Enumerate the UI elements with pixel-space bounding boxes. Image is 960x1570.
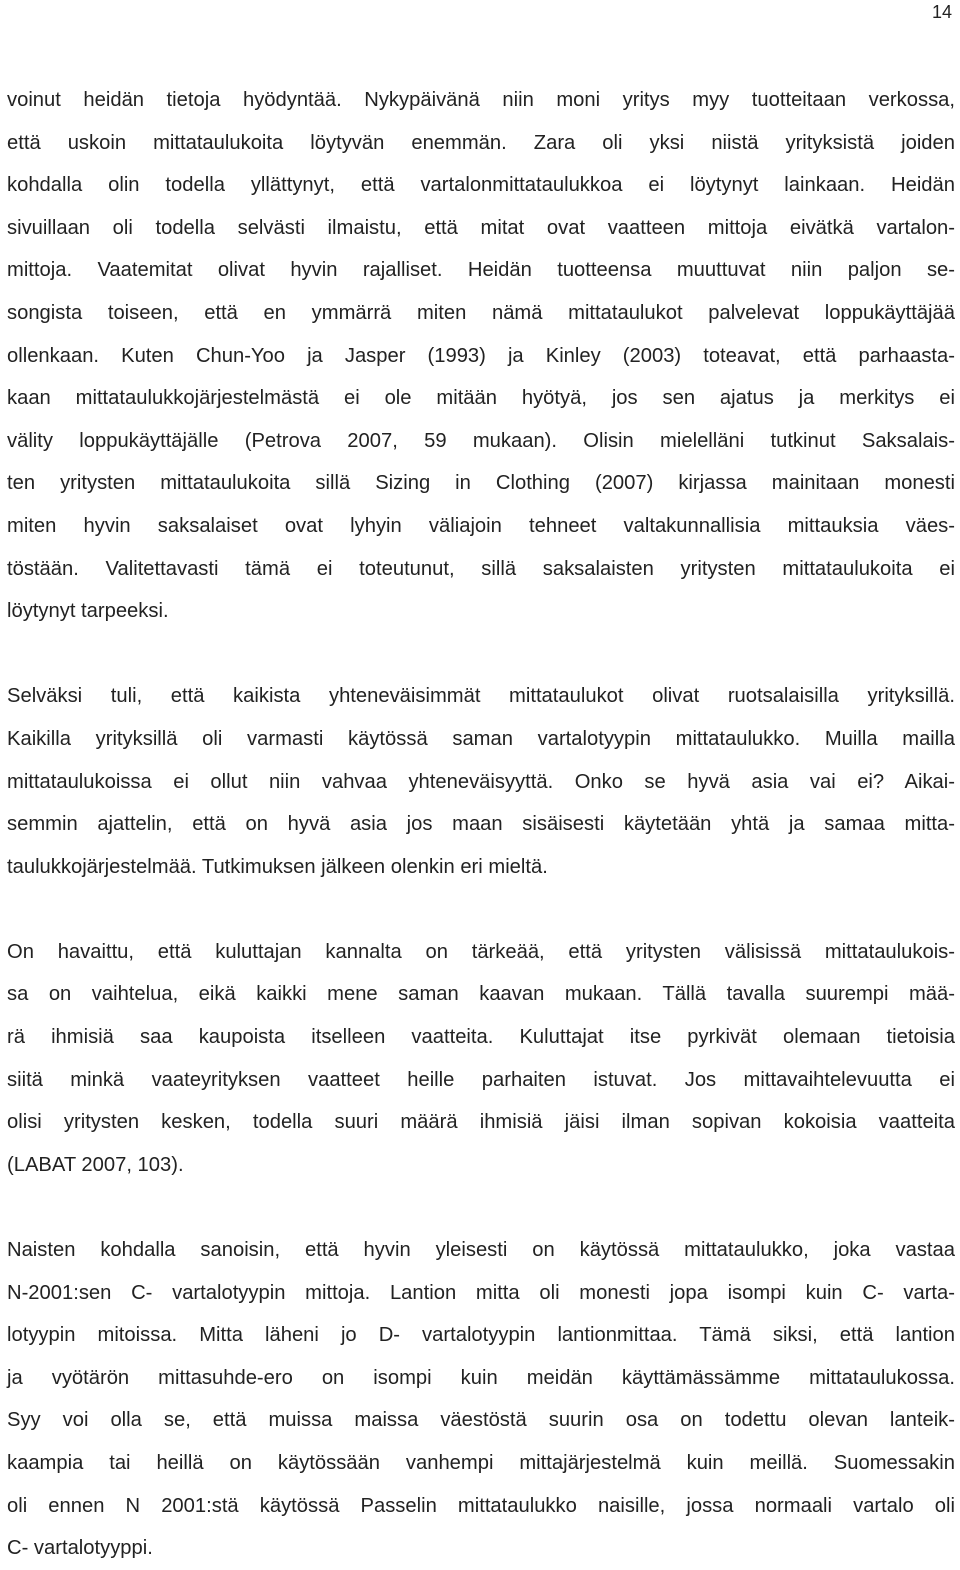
text-line: kohdalla olin todella yllättynyt, että vartalonmittataulukkoa ei löytynyt lainkaan. Heidän: [7, 174, 955, 197]
text-line: taulukkojärjestelmää. Tutkimuksen jälkeen olenkin eri mieltä.: [7, 855, 548, 878]
text-line: voinut heidän tietoja hyödyntää. Nykypäivänä niin moni yritys myy tuotteitaan verkossa,: [7, 89, 955, 111]
text-line: On havaittu, että kuluttajan kannalta on tärkeää, että yritysten välisissä mittataulukois-: [7, 940, 955, 963]
paragraph-gap: [7, 888, 955, 931]
document-body: [7, 79, 955, 1570]
text-line: C- vartalotyyppi.: [7, 1537, 153, 1560]
paragraph: [7, 931, 955, 1187]
text-line: kaampia tai heillä on käytössään vanhempi mittajärjestelmä kuin meillä. Suomessakin: [7, 1452, 955, 1474]
text-line: olisi yritysten kesken, todella suuri määrä ihmisiä jäisi ilman sopivan kokoisia vaatteita: [7, 1111, 955, 1134]
text-line: Kaikilla yrityksillä oli varmasti käytössä saman vartalotyypin mittataulukko. Muilla mailla: [7, 727, 955, 750]
text-line: miten hyvin saksalaiset ovat lyhyin väliajoin tehneet valtakunnallisia mittauksia väes-: [7, 514, 955, 537]
text-line: semmin ajattelin, että on hyvä asia jos maan sisäisesti käytetään yhtä ja samaa mitta-: [7, 813, 955, 836]
paragraph-gap: [7, 1186, 955, 1229]
text-line: Selväksi tuli, että kaikista yhteneväisimmät mittataulukot olivat ruotsalaisilla yrityksillä.: [7, 685, 955, 708]
text-line: oli ennen N 2001:stä käytössä Passelin mittataulukko naisille, jossa normaali vartalo oli: [7, 1494, 955, 1517]
text-line: N-2001:sen C- vartalotyypin mittoja. Lantion mitta oli monesti jopa isompi kuin C- varta-: [7, 1281, 955, 1304]
text-line: välity loppukäyttäjälle (Petrova 2007, 59 mukaan). Olisin mielelläni tutkinut Saksalais-: [7, 429, 955, 452]
text-line: sivuillaan oli todella selvästi ilmaistu, että mitat ovat vaatteen mittoja eivätkä vartalon-: [7, 216, 955, 239]
text-line: löytynyt tarpeeksi.: [7, 600, 169, 623]
text-line: (LABAT 2007, 103).: [7, 1153, 184, 1176]
paragraph: [7, 79, 955, 633]
text-line: Syy voi olla se, että muissa maissa väestöstä suurin osa on todettu olevan lanteik-: [7, 1409, 955, 1432]
text-line: että uskoin mittataulukoita löytyvän enemmän. Zara oli yksi niistä yrityksistä joiden: [7, 131, 955, 154]
text-line: sa on vaihtelua, eikä kaikki mene saman kaavan mukaan. Tällä tavalla suurempi mää-: [7, 983, 955, 1006]
text-line: ten yritysten mittataulukoita sillä Sizing in Clothing (2007) kirjassa mainitaan monesti: [7, 472, 955, 495]
text-line: mittataulukoissa ei ollut niin vahvaa yhteneväisyyttä. Onko se hyvä asia vai ei? Aikai-: [7, 770, 955, 793]
text-line: ja vyötärön mittasuhde-ero on isompi kuin meidän käyttämässämme mittataulukossa.: [7, 1366, 955, 1389]
text-line: rä ihmisiä saa kaupoista itselleen vaatteita. Kuluttajat itse pyrkivät olemaan tietoisia: [7, 1026, 955, 1049]
text-line: siitä minkä vaateyrityksen vaatteet heille parhaiten istuvat. Jos mittavaihtelevuutta ei: [7, 1068, 955, 1091]
paragraph-gap: [7, 633, 955, 676]
text-line: songista toiseen, että en ymmärrä miten nämä mittataulukot palvelevat loppukäyttäjää: [7, 301, 955, 324]
text-line: Naisten kohdalla sanoisin, että hyvin yleisesti on käytössä mittataulukko, joka vastaa: [7, 1239, 955, 1262]
paragraph: [7, 675, 955, 888]
paragraph: [7, 1229, 955, 1570]
text-line: ollenkaan. Kuten Chun-Yoo ja Jasper (1993) ja Kinley (2003) toteavat, että parhaasta-: [7, 344, 955, 367]
text-line: mittoja. Vaatemitat olivat hyvin rajalliset. Heidän tuotteensa muuttuvat niin paljon se-: [7, 259, 955, 282]
text-line: lotyypin mitoissa. Mitta läheni jo D- vartalotyypin lantionmittaa. Tämä siksi, että lantion: [7, 1324, 955, 1347]
page-number: 14: [931, 2, 952, 22]
text-line: kaan mittataulukkojärjestelmästä ei ole mitään hyötyä, jos sen ajatus ja merkitys ei: [7, 387, 955, 410]
text-line: töstään. Valitettavasti tämä ei toteutunut, sillä saksalaisten yritysten mittataulukoita ei: [7, 557, 955, 580]
